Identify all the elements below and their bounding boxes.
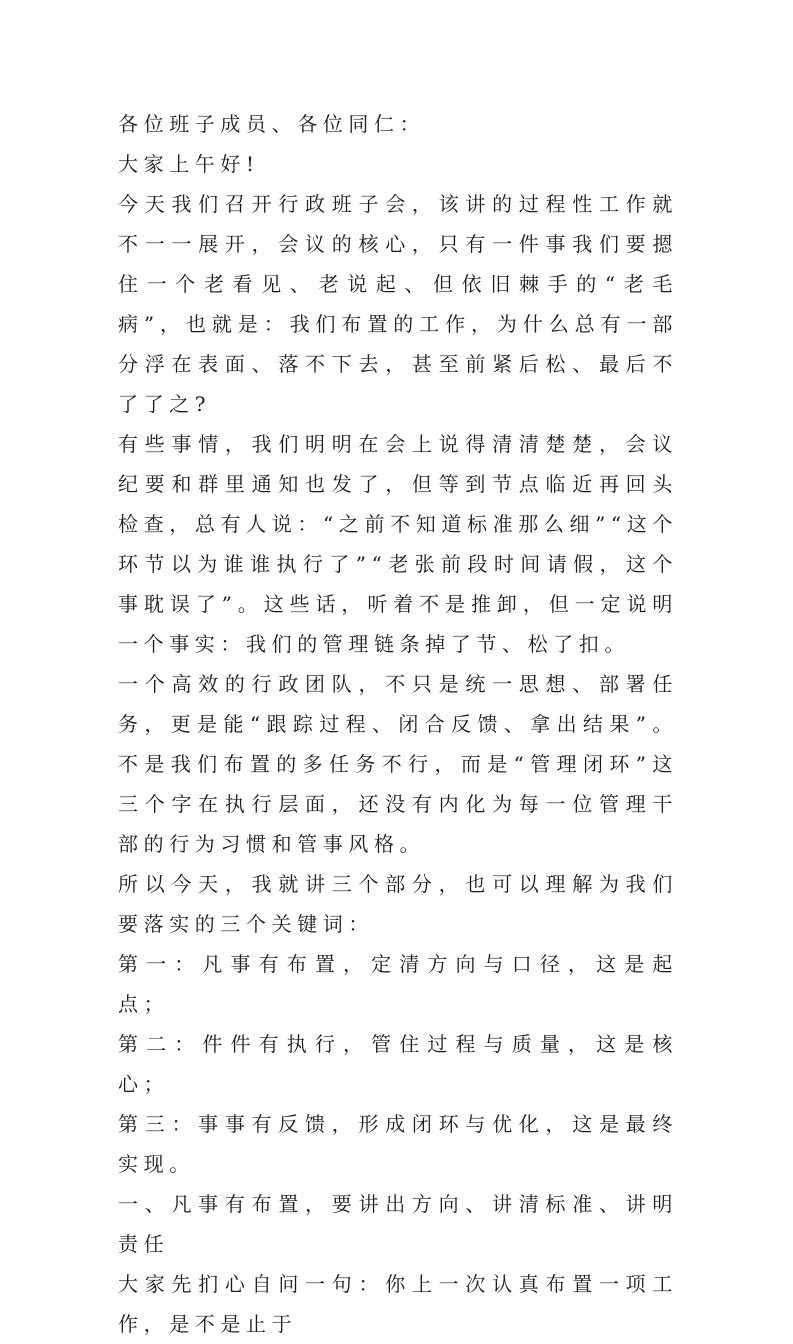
- paragraph-problem: 有些事情，我们明明在会上说得清清楚楚，会议纪要和群里通知也发了，但等到节点临近再回头检查，总有人说：“之前不知道标准那么细”“这个环节以为谁谁执行了”“老张前段时间请假，这个事耽误了”。这些话，听着不是推卸，但一定说明一个事实：我们的管理链条掉了节、松了扣。: [118, 432, 678, 656]
- greeting: 大家上午好!: [118, 152, 260, 176]
- paragraph-outline: 所以今天，我就讲三个部分，也可以理解为我们要落实的三个关键词：: [118, 872, 678, 936]
- document-page: [118, 104, 678, 1344]
- section-heading-one: 一、凡事有布置，要讲出方向、讲清标准、讲明责任: [118, 1192, 678, 1256]
- paragraph-team: 一个高效的行政团队，不只是统一思想、部署任务，更是能“跟踪过程、闭合反馈、拿出结果”。不是我们布置的多任务不行，而是“管理闭环”这三个字在执行层面，还没有内化为每一位管理干部的行为习惯和管事风格。: [118, 672, 678, 856]
- list-item-first: 第一：凡事有布置，定清方向与口径，这是起点；: [118, 952, 678, 1016]
- paragraph-self-question: 大家先扪心自问一句：你上一次认真布置一项工作，是不是止于: [118, 1272, 678, 1336]
- salutation: 各位班子成员、各位同仁：: [118, 112, 426, 136]
- list-item-second: 第二：件件有执行，管住过程与质量，这是核心；: [118, 1032, 678, 1096]
- paragraph-intro: 今天我们召开行政班子会，该讲的过程性工作就不一一展开，会议的核心，只有一件事我们要摁住一个老看见、老说起、但依旧棘手的“老毛病”，也就是：我们布置的工作，为什么总有一部分浮在表面、落不下去，甚至前紧后松、最后不了了之?: [118, 192, 678, 416]
- list-item-third: 第三：事事有反馈，形成闭环与优化，这是最终实现。: [118, 1112, 678, 1176]
